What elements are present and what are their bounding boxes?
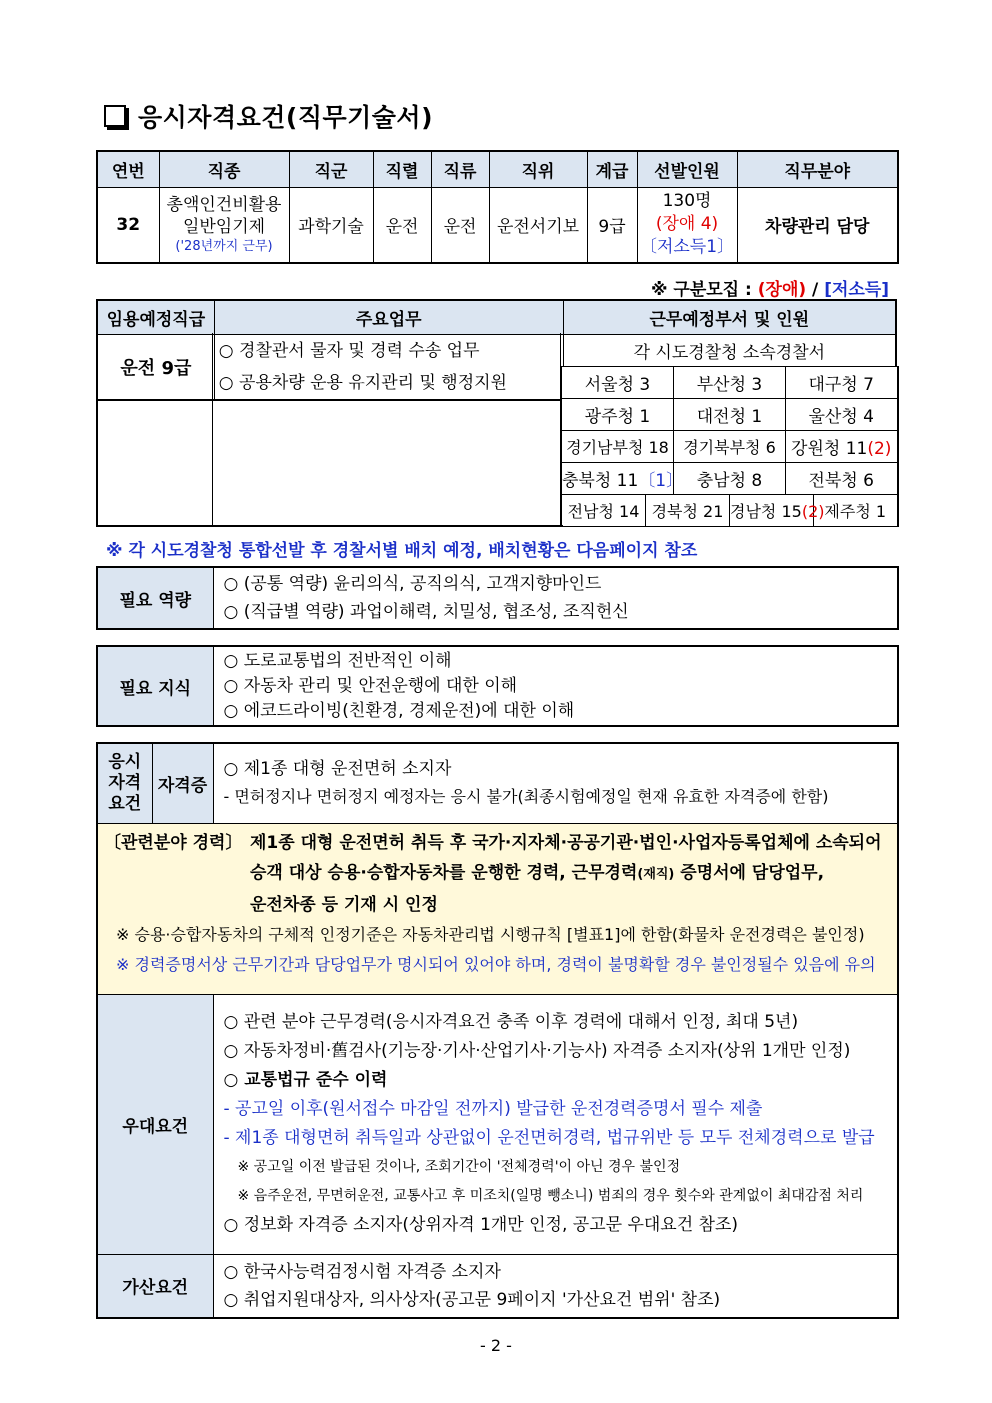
competency-table	[96, 566, 899, 630]
count-lowincome: 〔저소득1〕	[639, 237, 735, 258]
license-content	[213, 743, 898, 823]
job-table	[96, 150, 899, 264]
type-line: 일반임기제	[182, 216, 266, 237]
header-cell: 임용예정직급	[97, 300, 214, 334]
dept-row	[562, 399, 898, 431]
qualification-label: 응시 자격 요건	[97, 743, 152, 823]
knowledge-content	[213, 646, 898, 726]
recruit-sep: /	[806, 280, 825, 300]
dept-cell: 대구청 7	[786, 367, 898, 399]
experience-line: 제1종 대형 운전면허 취득 후 국가·지자체·공공기관·법인·사업자등록업체에 소속되어	[250, 832, 882, 853]
recruit-lowincome: [저소득]	[824, 280, 889, 300]
knowledge-line: ○ 에코드라이빙(친환경, 경제운전)에 대한 이해	[223, 700, 575, 721]
job-table-row	[97, 187, 898, 263]
dept-cell: 울산청 4	[786, 399, 898, 431]
dept-cell: 대전청 1	[674, 399, 786, 431]
recruit-disabled: (장애)	[757, 280, 807, 300]
appointment-grade: 운전 9급	[97, 334, 214, 400]
header-cell: 직류	[431, 151, 489, 187]
dept-title: 각 시도경찰청 소속경찰서	[563, 334, 896, 366]
bonus-row	[97, 1254, 898, 1318]
dept-cell: 경기남부청 18	[562, 431, 674, 463]
dept-cell: 충남청 8	[674, 463, 786, 495]
knowledge-table	[96, 645, 899, 727]
preference-label: 우대요건	[97, 994, 213, 1254]
experience-note: ※ 승용·승합자동차의 구체적 인정기준은 자동차관리법 시행규칙 [별표1]에 한함(화물차 운전경력은 불인정)	[116, 924, 865, 944]
preference-line: ○ 교통법규 준수 이력	[223, 1070, 388, 1090]
license-line: ○ 제1종 대형 운전면허 소지자	[223, 759, 452, 780]
duty-col-border	[560, 333, 561, 527]
header-cell: 연번	[97, 151, 159, 187]
preference-row	[97, 994, 898, 1254]
knowledge-line: ○ 자동차 관리 및 안전운행에 대한 이해	[223, 675, 518, 696]
recruit-note-prefix: ※ 구분모집 :	[650, 280, 758, 300]
header-cell: 직무분야	[737, 151, 898, 187]
experience-content	[97, 823, 898, 994]
page-title-text: 응시자격요건(직무기술서)	[138, 103, 434, 132]
duty-table-header	[97, 300, 896, 334]
placement-note: ※ 각 시도경찰청 통합선발 후 경찰서별 배치 예정, 배치현황은 다음페이지 참조	[106, 541, 698, 561]
duty-item: ○ 공용차량 운용 유지관리 및 행정지원	[218, 372, 507, 393]
page-title	[104, 98, 433, 134]
type-note: ('28년까지 근무)	[175, 238, 273, 254]
duty-left-border	[96, 333, 98, 527]
dept-cell: 강원청 11(2)	[786, 431, 898, 463]
header-cell: 주요업무	[214, 300, 563, 334]
checkbox-square-icon	[104, 105, 126, 127]
license-label: 자격증	[152, 743, 213, 823]
bonus-line: ○ 취업지원대상자, 의사상자(공고문 9페이지 '가산요건 범위' 참조)	[223, 1289, 721, 1310]
preference-line: - 공고일 이후(원서접수 마감일 전까지) 발급한 운전경력증명서 필수 제출	[223, 1099, 763, 1119]
category-cell: 운전	[431, 187, 489, 263]
series-cell: 운전	[373, 187, 431, 263]
dept-cell: 전남청 14	[562, 495, 646, 527]
dept-cell: 제주청 1	[814, 495, 898, 527]
preference-note: ※ 음주운전, 무면허운전, 교통사고 후 미조치(일명 뺑소니) 범죄의 경우 횟수와 관계없이 최대감점 처리	[237, 1188, 864, 1204]
dept-grid	[561, 366, 897, 526]
bonus-line: ○ 한국사능력검정시험 자격증 소지자	[223, 1261, 501, 1282]
count-cell	[637, 187, 737, 263]
experience-line: 승객 대상 승용·승합자동차를 운행한 경력, 근무경력(재직) 증명서에 담당업무,	[250, 862, 825, 883]
duties-cell	[214, 334, 563, 400]
dept-row	[562, 495, 898, 527]
dept-row	[562, 367, 898, 399]
preference-line: ○ 자동차정비·舊검사(기능장·기사·산업기사·기능사) 자격증 소지자(상위 1개만 인정)	[223, 1041, 851, 1061]
preference-line: - 제1종 대형면허 취득일과 상관없이 운전면허경력, 법규위반 등 모두 전체경력으로 발급	[223, 1128, 875, 1148]
page-number: - 2 -	[480, 1336, 512, 1355]
bonus-label: 가산요건	[97, 1254, 213, 1318]
header-cell: 직렬	[373, 151, 431, 187]
header-cell: 직위	[489, 151, 587, 187]
knowledge-label: 필요 지식	[97, 646, 213, 726]
duty-table-bottom-border	[96, 525, 563, 527]
header-cell: 근무예정부서 및 인원	[563, 300, 896, 334]
preference-note: ※ 공고일 이전 발급된 것이나, 조회기간이 '전체경력'이 아닌 경우 불인정	[237, 1159, 681, 1175]
count-disabled: (장애 4)	[655, 214, 719, 235]
dept-cell: 광주청 1	[562, 399, 674, 431]
header-cell: 계급	[587, 151, 637, 187]
dept-cell: 경남청 15(2)	[730, 495, 814, 527]
experience-row	[97, 823, 898, 994]
header-cell: 직종	[159, 151, 289, 187]
preference-content	[213, 994, 898, 1254]
experience-line: 운전차종 등 기재 시 인정	[250, 894, 438, 915]
competency-label: 필요 역량	[97, 567, 213, 629]
dept-cell: 충북청 11〔1〕	[562, 463, 674, 495]
field-cell: 차량관리 담당	[737, 187, 898, 263]
preference-line: ○ 정보화 자격증 소지자(상위자격 1개만 인정, 공고문 우대요건 참조)	[223, 1215, 739, 1235]
group-cell: 과학기술	[289, 187, 373, 263]
competency-line: ○ (공통 역량) 윤리의식, 공직의식, 고객지향마인드	[223, 574, 602, 594]
duty-item: ○ 경찰관서 물자 및 경력 수송 업무	[218, 340, 480, 361]
type-cell	[159, 187, 289, 263]
header-cell: 직군	[289, 151, 373, 187]
qualification-table	[96, 742, 899, 1319]
no-cell: 32	[97, 187, 159, 263]
competency-line: ○ (직급별 역량) 과업이해력, 치밀성, 협조성, 조직헌신	[223, 602, 629, 622]
dept-row	[562, 431, 898, 463]
competency-content	[213, 567, 898, 629]
experience-note: ※ 경력증명서상 근무기간과 담당업무가 명시되어 있어야 하며, 경력이 불명확할 경우 불인정될수 있음에 유의	[116, 954, 876, 974]
position-cell: 운전서기보	[489, 187, 587, 263]
preference-line: ○ 관련 분야 근무경력(응시자격요건 충족 이후 경력에 대해서 인정, 최대 5년)	[223, 1012, 799, 1032]
dept-row	[562, 463, 898, 495]
dept-cell: 경북청 21	[646, 495, 730, 527]
job-table-header	[97, 151, 898, 187]
duty-col-border	[212, 333, 213, 527]
experience-label: 〔관련분야 경력〕	[104, 832, 243, 853]
count-total: 130명	[662, 191, 712, 212]
bonus-content	[213, 1254, 898, 1318]
header-cell: 선발인원	[637, 151, 737, 187]
type-line: 총액인건비활용	[166, 194, 282, 215]
grade-cell: 9급	[587, 187, 637, 263]
license-note: - 면허정지나 면허정지 예정자는 응시 불가(최종시험예정일 현재 유효한 자격증에 한함)	[223, 787, 829, 807]
dept-cell: 경기북부청 6	[674, 431, 786, 463]
knowledge-line: ○ 도로교통법의 전반적인 이해	[223, 650, 452, 671]
recruit-note	[651, 275, 889, 300]
license-row	[97, 743, 898, 823]
dept-cell: 서울청 3	[562, 367, 674, 399]
dept-cell: 전북청 6	[786, 463, 898, 495]
dept-cell: 부산청 3	[674, 367, 786, 399]
